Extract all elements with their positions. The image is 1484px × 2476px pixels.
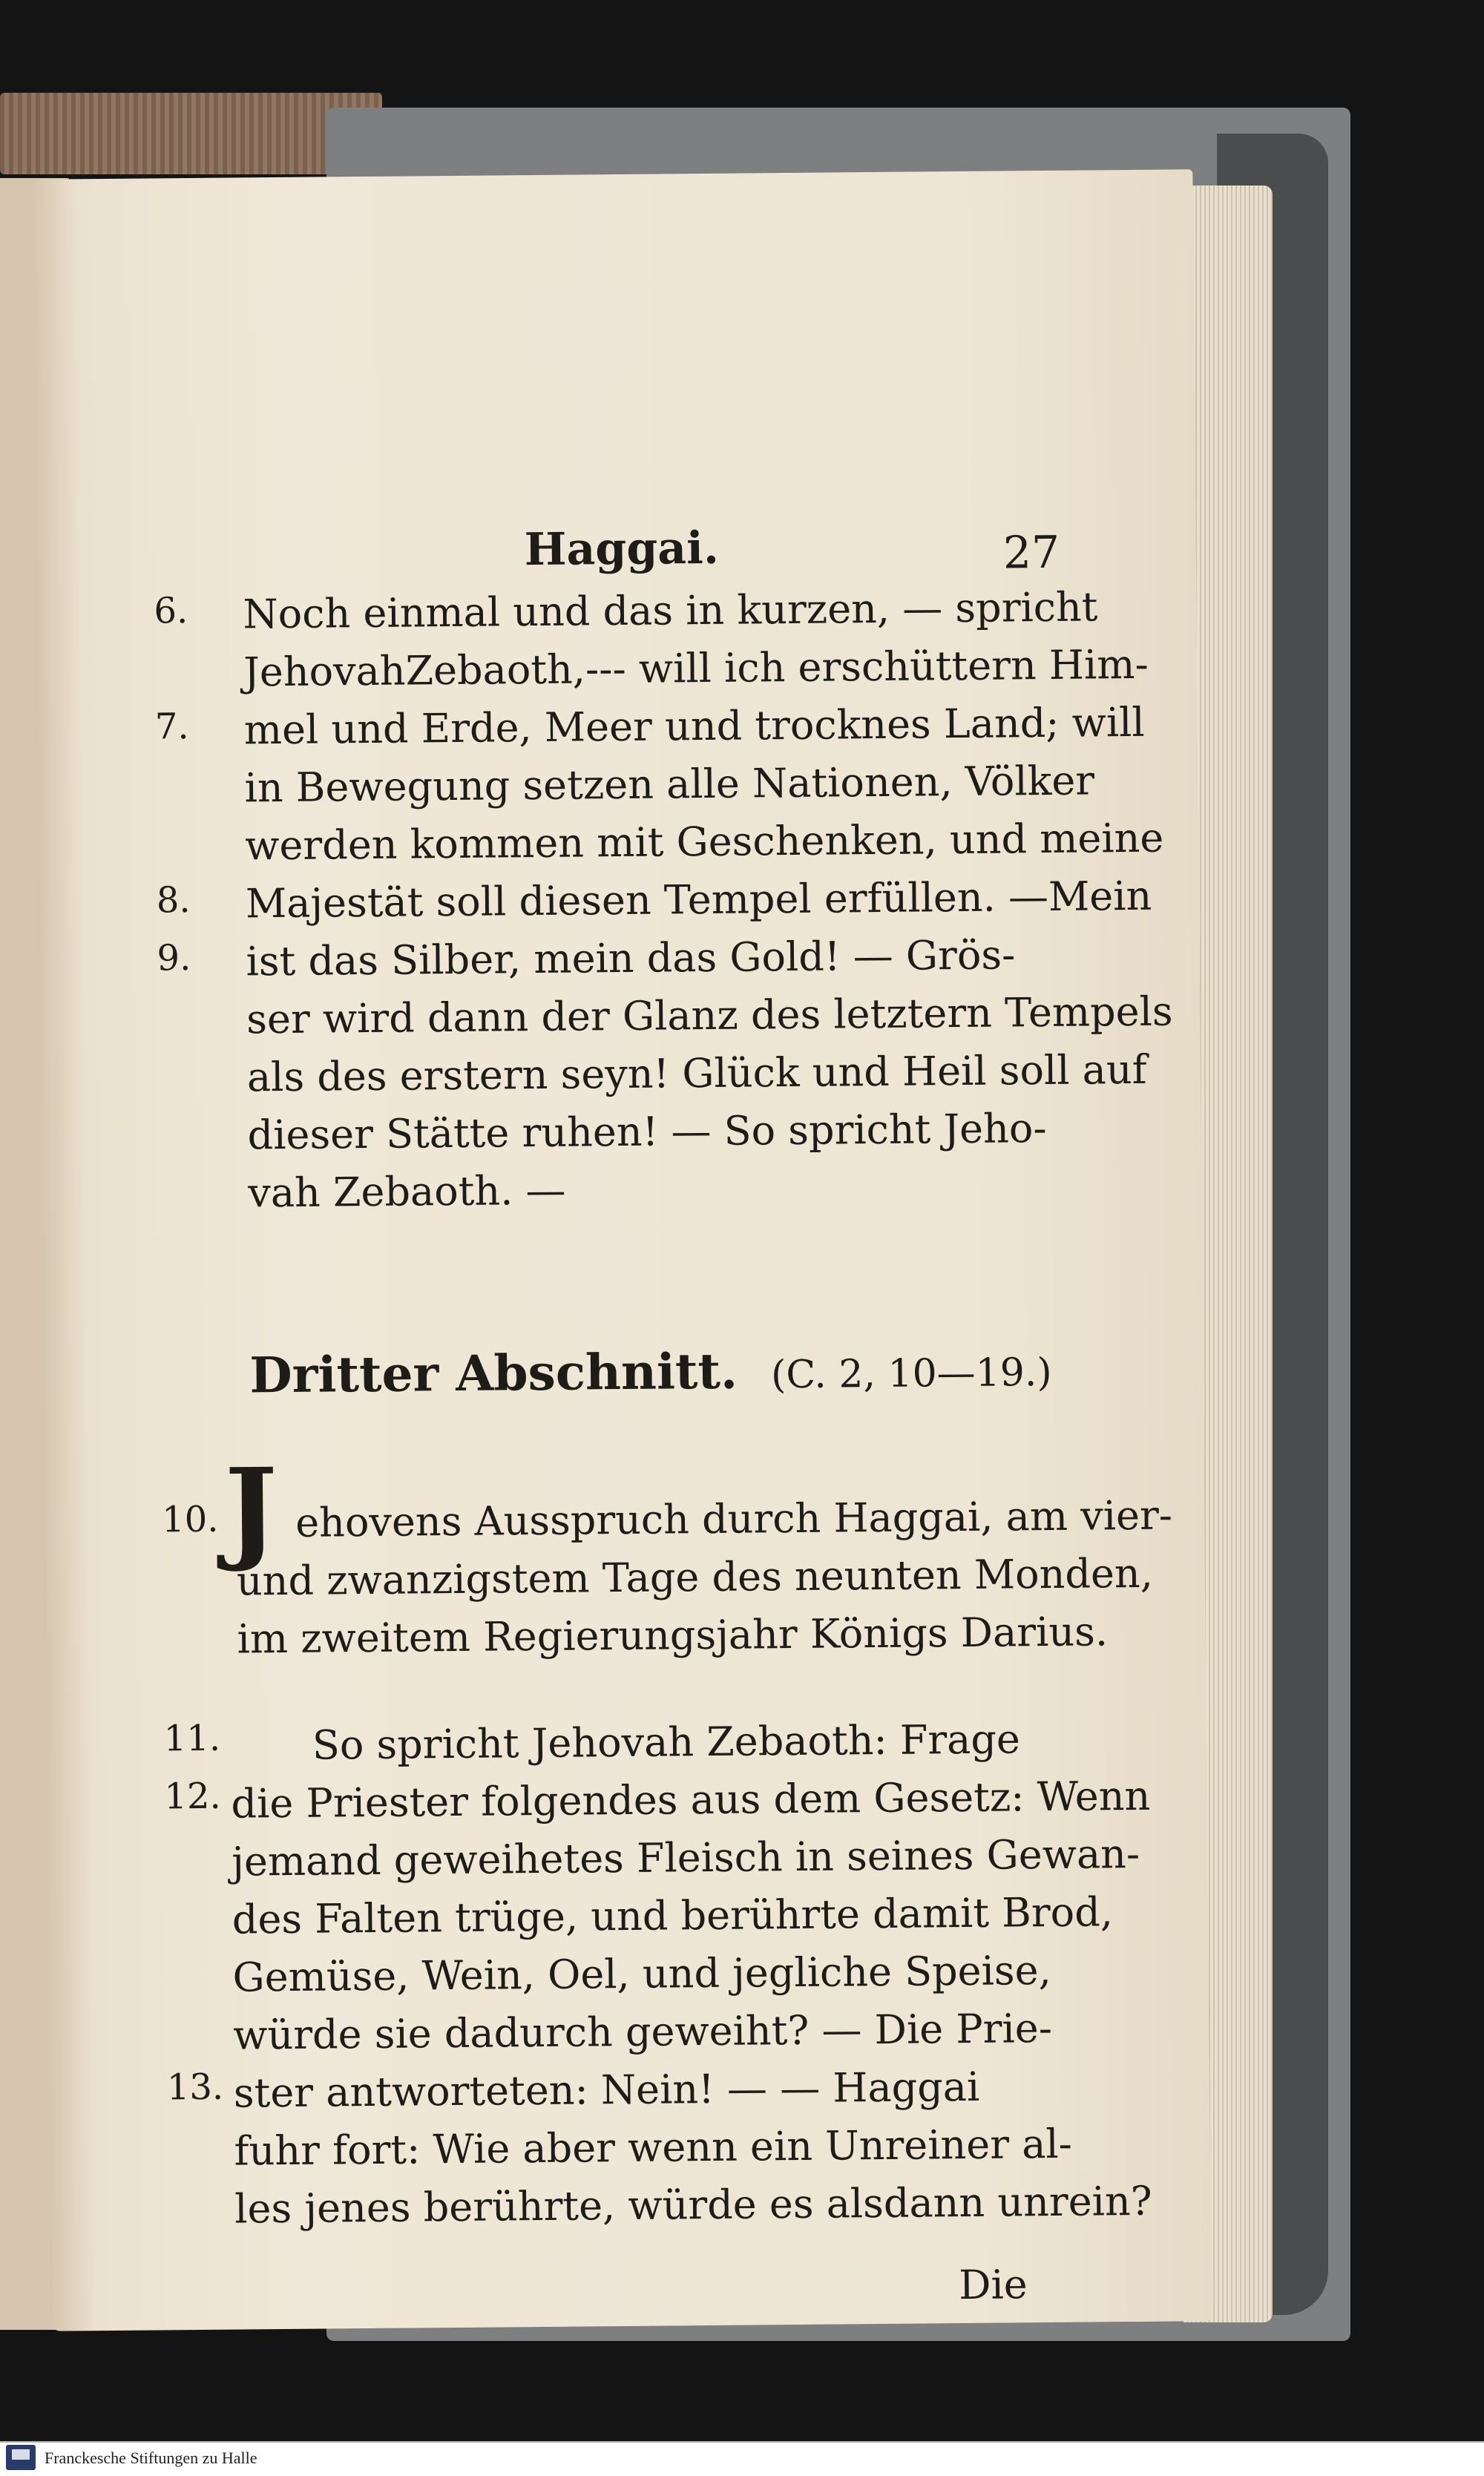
verse-number: 10.: [161, 1498, 219, 1541]
text-line: ster antworteten: Nein! — — Haggai: [233, 2063, 980, 2117]
passage-two: [236, 1488, 1173, 1668]
text-line: würde sie dadurch geweiht? — Die Prie-: [232, 2004, 1053, 2059]
catchword: Die: [958, 2261, 1028, 2309]
institution-label[interactable]: Franckesche Stiftungen zu Halle: [45, 2449, 257, 2467]
text-line: vah Zebaoth. —: [248, 1166, 566, 1217]
verse-number: 8.: [156, 879, 191, 922]
text-line: jemand geweihetes Fleisch in seines Gewan-: [231, 1830, 1140, 1885]
initial-letter: J: [224, 1444, 278, 1575]
text-line: mel und Erde, Meer und trocknes Land; will: [243, 698, 1145, 754]
text-line: werden kommen mit Geschenken, und meine: [244, 814, 1164, 870]
verse-numbers-one: [150, 178, 217, 979]
text-line: in Bewegung setzen alle Nationen, Völker: [244, 757, 1095, 812]
passage-three: [230, 1710, 1152, 2239]
text-line: Gemüse, Wein, Oel, und jegliche Speise,: [232, 1946, 1051, 2001]
verse-number: 13.: [166, 2066, 224, 2109]
text-line: und zwanzigstem Tage des neunten Monden,: [236, 1549, 1154, 1605]
text-line: ehovens Ausspruch durch Haggai, am vier-: [295, 1491, 1173, 1546]
text-line: ser wird dann der Glanz des letztern Tempels: [246, 988, 1173, 1043]
section-heading: [249, 1339, 1052, 1404]
text-line: les jenes berührte, würde es alsdann unrein?: [234, 2177, 1152, 2233]
page-number: 27: [1002, 526, 1060, 579]
text-line: dieser Stätte ruhen! — So spricht Jeho-: [247, 1104, 1047, 1159]
text-line: als des erstern seyn! Glück und Heil soll auf: [246, 1045, 1147, 1101]
section-reference: (C. 2, 10—19.): [770, 1350, 1052, 1398]
text-line: So spricht Jehovah Zebaoth: Frage: [312, 1715, 1021, 1769]
bookmark-ribbon: [0, 93, 382, 174]
text-line: JehovahZebaoth,--- will ich erschüttern Him-: [243, 640, 1149, 696]
verse-number: 7.: [154, 706, 189, 748]
verse-number: 6.: [154, 590, 188, 632]
text-line: Majestät soll diesen Tempel erfüllen. —Mein: [245, 872, 1152, 927]
verse-number: 11.: [163, 1717, 221, 1760]
verse-numbers-two: [150, 178, 219, 1541]
book-page: [31, 169, 1211, 2331]
passage-one: [243, 579, 1173, 1223]
section-title: Dritter Abschnitt.: [249, 1342, 738, 1405]
text-line: fuhr fort: Wie aber wenn ein Unreiner al-: [234, 2120, 1073, 2175]
verse-number: 9.: [157, 937, 191, 979]
text-line: Noch einmal und das in kurzen, — spricht: [243, 583, 1098, 638]
text-line: des Falten trüge, und berührte damit Brod,: [232, 1888, 1114, 1943]
institution-logo-icon[interactable]: [6, 2445, 36, 2470]
running-head: Haggai.: [524, 522, 720, 577]
text-line: die Priester folgendes aus dem Gesetz: Wenn: [231, 1772, 1151, 1828]
text-line: im zweitem Regierungsjahr Königs Darius.: [237, 1608, 1109, 1663]
text-line: ist das Silber, mein das Gold! — Grös-: [246, 931, 1016, 985]
verse-number: 12.: [164, 1775, 221, 1818]
